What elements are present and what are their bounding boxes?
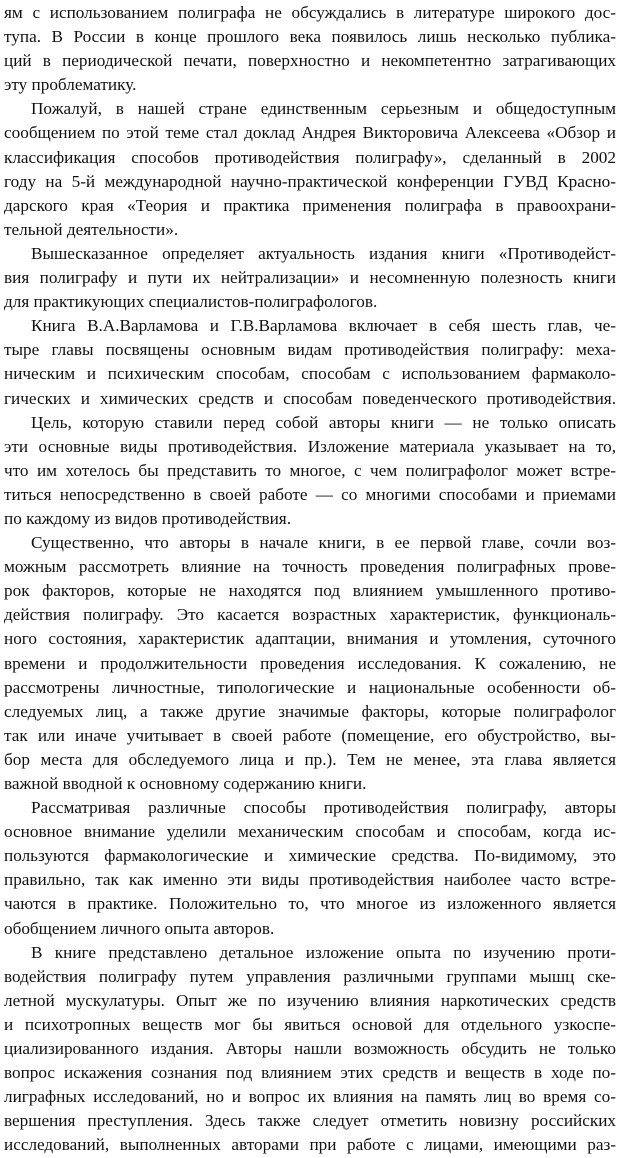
text-line: классификация способов противодействия полиграфу», сделанный в 2002 [4, 147, 616, 167]
paragraph-6 [4, 531, 616, 796]
text-line: тельной деятельности». [4, 219, 179, 239]
text-line: Существенно, что авторы в начале книги, в ее первой главе, сочли воз- [31, 533, 616, 553]
text-line: ническим и психическим способам, способам с использованием фармаколо- [4, 364, 616, 384]
text-line: вия полиграфу и пути их нейтрализации» и несомненную полезность книги [4, 268, 616, 288]
text-line: Цель, которую ставили перед собой авторы книги — не только описать [31, 412, 616, 432]
text-line: так или иначе учитывает в своей работе (помещение, его обустройство, вы- [4, 725, 616, 745]
paragraph-4 [4, 314, 616, 410]
text-line: титься непосредственно в своей работе — со многими способами и приемами [4, 484, 616, 504]
text-line: Пожалуй, в нашей стране единственным серьезным и общедоступным [31, 99, 616, 119]
text-line: тыре главы посвящены основным видам противодействия полиграфу: меха- [4, 340, 616, 360]
paragraph-7 [4, 796, 616, 941]
text-line: что им хотелось бы представить то многое, с чем полиграфолог может встре- [4, 460, 616, 480]
text-line: ций в периодической печати, поверхностно и некомпетентно затрагивающих [4, 51, 616, 71]
text-line: времени и продолжительности проведения исследования. К сожалению, не [4, 653, 616, 673]
text-line: Книга В.А.Варламова и Г.В.Варламова включает в себя шесть глав, че- [31, 316, 616, 336]
text-line: обобщением личного опыта авторов. [4, 918, 275, 938]
paragraph-5 [4, 411, 616, 531]
text-line: важной вводной к основному содержанию книги. [4, 774, 367, 793]
text-line: основное внимание уделили механическим способам и способам, когда ис- [4, 822, 616, 842]
paragraph-1 [4, 1, 616, 97]
paragraph-8 [4, 941, 616, 1158]
text-line: правильно, так как именно эти виды противодействия наиболее часто встре- [4, 870, 616, 890]
text-line: Вышесказанное определяет актуальность издания книги «Противодейст- [31, 243, 616, 263]
text-line: циализированного издания. Авторы нашли возможность обсудить не только [4, 1039, 616, 1059]
text-line: лиграфных исследований, но и вопрос их влияния на память лиц во время со- [4, 1087, 616, 1107]
text-line: следуемых лиц, а также другие значимые факторы, которые полиграфолог [4, 701, 616, 721]
text-line: исследований, выполненных авторами при работе с лицами, имеющими раз- [4, 1135, 616, 1155]
text-line: тупа. В России в конце прошлого века появилось лишь несколько публика- [4, 27, 616, 47]
text-line: бор места для обследуемого лица и пр.). Тем не менее, эта глава является [4, 749, 616, 769]
text-line: сообщением по этой теме стал доклад Андрея Викторовича Алексеева «Обзор и [4, 123, 616, 143]
paragraph-3 [4, 242, 616, 314]
text-line: гических и химических средств и способам поведенческого противодействия. [4, 388, 616, 408]
text-line: ного состояния, характеристик адаптации, внимания и утомления, суточного [4, 629, 616, 649]
text-line: пользуются фармакологические и химические средства. По-видимому, это [4, 846, 616, 866]
text-line: рассмотрены личностные, типологические и национальные особенности об- [4, 677, 616, 697]
text-line: эти основные виды противодействия. Изложение материала указывает на то, [4, 436, 616, 456]
paragraph-2 [4, 97, 616, 242]
text-line: вопрос искажения сознания под влиянием этих средств и веществ в ходе по- [4, 1063, 616, 1083]
text-line: и психотропных веществ мог бы явиться основой для отдельного узкоспе- [4, 1014, 616, 1034]
text-line: для практикующих специалистов-полиграфологов. [4, 292, 378, 312]
text-line: чаются в практике. Положительно то, что многое из изложенного является [4, 894, 616, 914]
text-line: водействия полиграфу путем управления различными группами мышц ске- [4, 966, 616, 986]
text-line: летной мускулатуры. Опыт же по изучению влияния наркотических средств [4, 990, 616, 1010]
text-line: рок факторов, которые не находятся под влиянием умышленного противо- [4, 581, 616, 601]
text-line: действия полиграфу. Это касается возрастных характеристик, функциональ- [4, 605, 616, 625]
text-line: году на 5-й международной научно-практической конференции ГУВД Красно- [4, 171, 616, 191]
text-line: по каждому из видов противодействия. [4, 508, 291, 528]
text-line: вершения преступления. Здесь также следует отметить новизну российских [4, 1111, 616, 1131]
text-line: можным рассмотреть влияние на точность проведения полиграфных прове- [4, 557, 616, 577]
text-line: Рассматривая различные способы противодействия полиграфу, авторы [31, 798, 616, 818]
text-line: В книге представлено детальное изложение опыта по изучению проти- [31, 942, 616, 962]
text-line: ям с использованием полиграфа не обсуждались в литературе широкого дос- [4, 3, 616, 22]
text-line: эту проблематику. [4, 75, 137, 95]
text-line: дарского края «Теория и практика применения полиграфа в правоохрани- [4, 195, 616, 215]
